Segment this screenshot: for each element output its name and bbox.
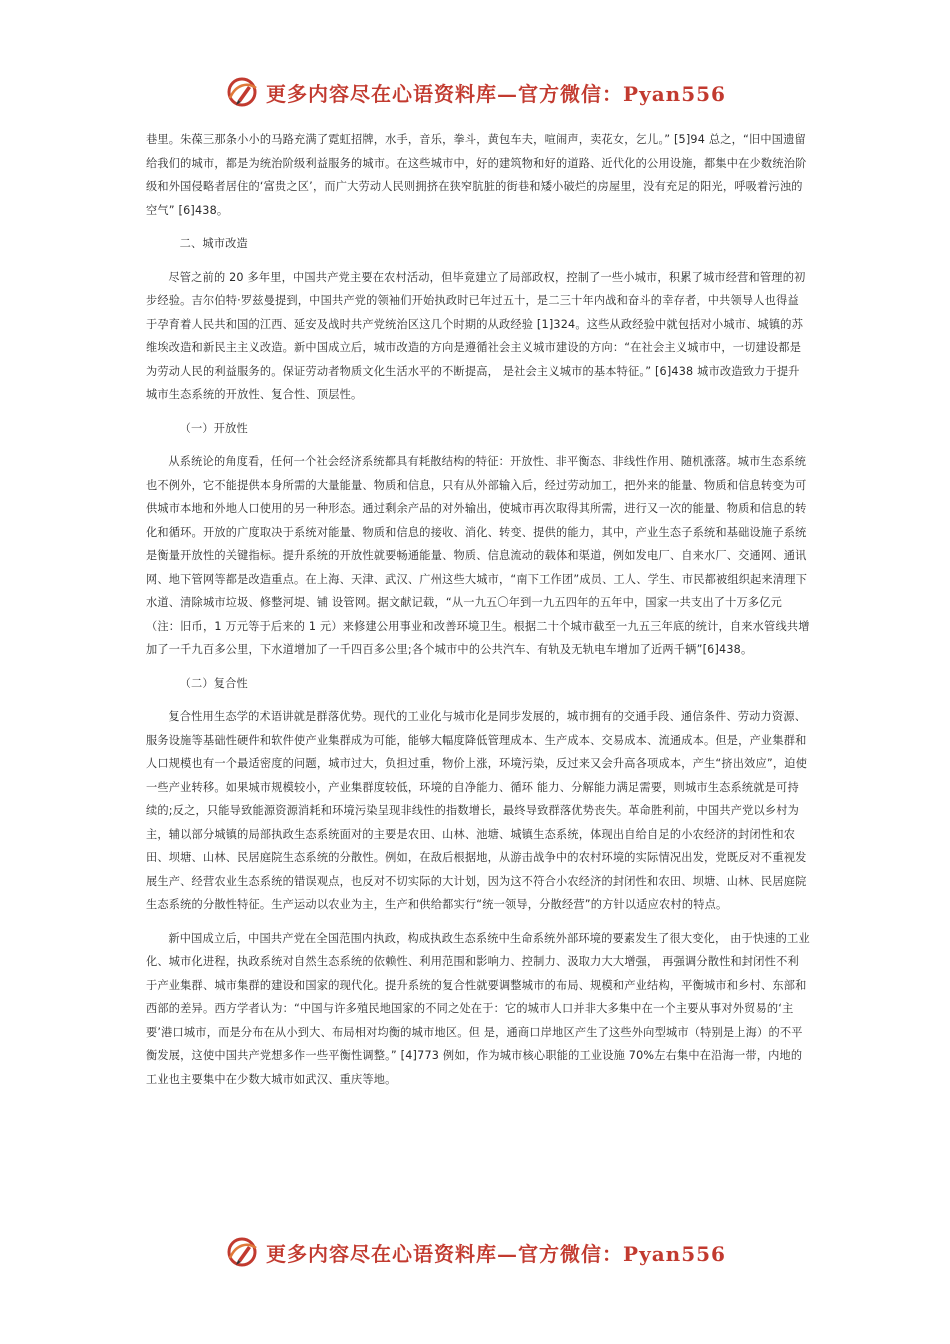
footer-banner bbox=[0, 1232, 950, 1272]
pen-swirl-logo-icon bbox=[224, 74, 260, 110]
subsection-heading-openness: （一）开放性 bbox=[179, 421, 248, 435]
subsection-heading-composite: （二）复合性 bbox=[179, 676, 248, 690]
paragraph: 从系统论的角度看，任何一个社会经济系统都具有耗散结构的特征：开放性、非平衡态、非线性作用、随机涨落。城市生态系统也不例外，它不能提供本身所需的大量能量、物质和信息，只有从外部输入后，经过劳动加工，把外来的能量、物质和信息转变为可供城市本地和外地人口使用的另一种形态。通过剩余产品的对外输出，使城市再次取得其所需，进行又一次的能量、物质和信息的转化和循环。开放的广度取决于系统对能量、物质和信息的接收、消化、转变、提供的能力，其中，产业生态子系统和基础设施子系统是衡量开放性的关键指标。提升系统的开放性就要畅通能量、物质、信息流动的载体和渠道，例如发电厂、自来水厂、交通网、通讯网、地下管网等都是改造重点。在上海、天津、武汉、广州这些大城市，“南下工作团”成员、工人、学生、市民都被组织起来清理下水道、清除城市垃圾、修整河堤、铺 设管网。据文献记载，“从一九五〇年到一九五四年的五年中，国家一共支出了十万多亿元（注：旧币，1 万元等于后来的 1 元）来修建公用事业和改善环境卫生。根据二十个城市截至一九五三年底的统计，自来水管线共增加了一千九百多公里，下水道增加了一千四百多公里;各个城市中的公共汽车、有轨及无轨电车增加了近两千辆”[6]438。 bbox=[146, 455, 810, 656]
paragraph: 复合性用生态学的术语讲就是群落优势。现代的工业化与城市化是同步发展的，城市拥有的交通手段、通信条件、劳动力资源、服务设施等基础性硬件和软件使产业集群成为可能，能够大幅度降低管理成本、生产成本、交易成本、流通成本。但是，产业集群和人口规模也有一个最适密度的问题，城市过大，负担过重，物价上涨，环境污染，反过来又会升高各项成本，产生“挤出效应”，迫使一些产业转移。如果城市规模较小，产业集群度较低，环境的自净能力、循环 能力、分解能力满足需要，则城市生态系统就是可持续的;反之，只能导致能源资源消耗和环境污染呈现非线性的指数增长，最终导致群落优势丧失。革命胜利前，中国共产党以乡村为主，辅以部分城镇的局部执政生态系统面对的主要是农田、山林、池塘、城镇生态系统，体现出自给自足的小农经济的封闭性和农田、坝塘、山林、民居庭院生态系统的分散性。例如，在敌后根据地，从游击战争中的农村环境的实际情况出发，党既反对不重视发展生产、经营农业生态系统的错误观点，也反对不切实际的大计划，因为这不符合小农经济的封闭性和农田、坝塘、山林、民居庭院生态系统的分散性特征。生产运动以农业为主，生产和供给都实行“统一领导，分散经营”的方针以适应农村的特点。 bbox=[146, 710, 808, 911]
paragraph: 尽管之前的 20 多年里，中国共产党主要在农村活动，但毕竟建立了局部政权，控制了一些小城市，积累了城市经营和管理的初步经验。吉尔伯特·罗兹曼提到，中国共产党的领袖们开始执政时已年过五十，是二三十年内战和奋斗的幸存者，中共领导人也得益于孕育着人民共和国的江西、延安及战时共产党统治区这几个时期的从政经验 [1]324。这些从政经验中就包括对小城市、城镇的苏维埃改造和新民主主义改造。新中国成立后，城市改造的方向是遵循社会主义城市建设的方向：“在社会主义城市中，一切建设都是为劳动人民的利益服务的。保证劳动者物质文化生活水平的不断提高， 是社会主义城市的基本特征。” [6]438 城市改造致力于提升城市生态系统的开放性、复合性、顶层性。 bbox=[146, 270, 806, 401]
paragraph: 新中国成立后，中国共产党在全国范围内执政，构成执政生态系统中生命系统外部环境的要素发生了很大变化， 由于快速的工业化、城市化进程，执政系统对自然生态系统的依赖性、利用范围和影响力、控制力、汲取力大大增强， 再强调分散性和封闭性不利于产业集群、城市集群的建设和国家的现代化。提升系统的复合性就要调整城市的布局、规模和产业结构，平衡城市和乡村、东部和西部的差异。西方学者认为：“中国与许多殖民地国家的不同之处在于：它的城市人口并非大多集中在一个主要从事对外贸易的‘主要’港口城市，而是分布在从小到大、布局相对均衡的城市地区。但 是，通商口岸地区产生了这些外向型城市（特别是上海）的不平衡发展，这使中国共产党想多作一些平衡性调整。” [4]773 例如，作为城市核心职能的工业设施 70%左右集中在沿海一带，内地的工业也主要集中在少数大城市如武汉、重庆等地。 bbox=[146, 931, 810, 1086]
paragraph: 巷里。朱葆三那条小小的马路充满了霓虹招牌，水手，音乐，拳斗，黄包车夫，喧闹声，卖花女，乞儿。” [5]94 总之，“旧中国遗留给我们的城市，都是为统治阶级利益服务的城市。在这些城市中，好的建筑物和好的道路、近代化的公用设施，都集中在少数统治阶级和外国侵略者居住的‘富贵之区’，而广大劳动人民则拥挤在狭窄肮脏的街巷和矮小破烂的房屋里，没有充足的阳光，呼吸着污浊的空气” [6]438。 bbox=[146, 133, 807, 217]
header-banner bbox=[0, 72, 950, 112]
section-heading: 二、城市改造 bbox=[179, 237, 248, 250]
document-body bbox=[146, 128, 810, 1091]
pen-swirl-logo-icon bbox=[224, 1234, 260, 1270]
banner-text: 更多内容尽在心语资料库—官方微信：Pyan556 bbox=[266, 81, 726, 106]
banner-text: 更多内容尽在心语资料库—官方微信：Pyan556 bbox=[266, 1241, 726, 1266]
